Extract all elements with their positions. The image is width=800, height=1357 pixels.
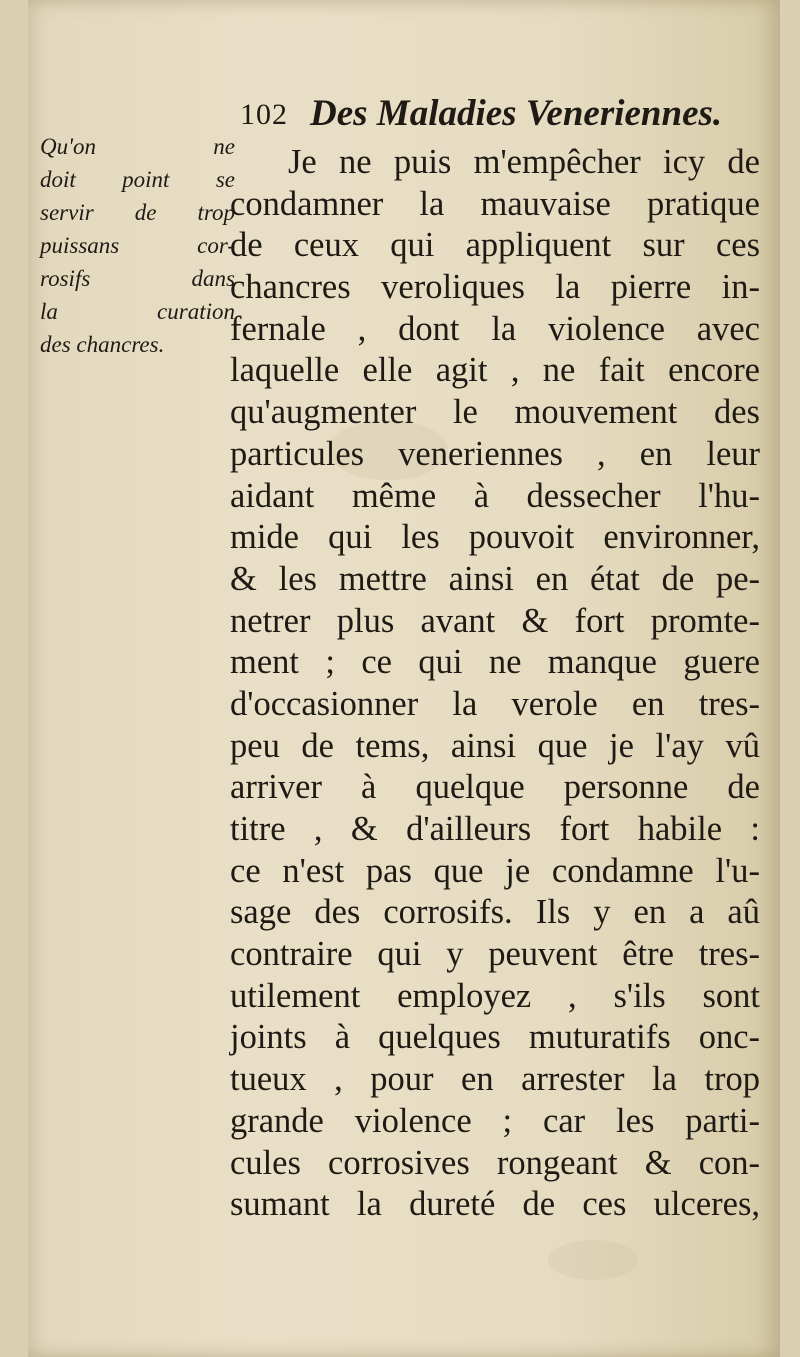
- page-number: 102: [240, 98, 288, 131]
- body-line: cules corrosives rongeant & con-: [230, 1143, 760, 1182]
- marginal-note: [40, 130, 240, 361]
- body-line: grande violence ; car les parti-: [230, 1101, 760, 1140]
- body-line: Je ne puis m'empêcher icy de: [288, 143, 760, 181]
- body-line: arriver à quelque personne de: [230, 768, 760, 807]
- margin-note-line: des chancres.: [40, 332, 165, 357]
- body-line: joints à quelques muturatifs onc-: [230, 1018, 760, 1057]
- body-line: titre , & d'ailleurs fort habile :: [230, 810, 760, 848]
- body-line: condamner la mauvaise pratique: [230, 184, 760, 223]
- body-line: fernale , dont la violence avec: [230, 309, 760, 348]
- running-title: Des Maladies Veneriennes.: [310, 93, 723, 134]
- margin-note-line: servir de trop: [40, 200, 235, 225]
- body-line: particules veneriennes , en leur: [230, 434, 760, 473]
- body-line: mide qui les pouvoit environner,: [230, 518, 760, 557]
- body-line: & les mettre ainsi en état de pe-: [230, 559, 760, 598]
- body-line: aidant même à dessecher l'hu-: [230, 476, 760, 515]
- body-line: ment ; ce qui ne manque guere: [230, 643, 760, 682]
- body-text: [230, 142, 765, 1226]
- paper-stain: [548, 1240, 638, 1280]
- body-line: de ceux qui appliquent sur ces: [230, 226, 760, 265]
- margin-note-line: rosifs dans: [40, 266, 235, 291]
- body-line: tueux , pour en arrester la trop: [230, 1060, 760, 1099]
- body-line: sumant la dureté de ces ulceres,: [230, 1185, 760, 1224]
- body-line: sage des corrosifs. Ils y en a aû: [230, 893, 760, 932]
- body-line: contraire qui y peuvent être tres-: [230, 935, 760, 974]
- body-line: chancres veroliques la pierre in-: [230, 268, 760, 307]
- body-line: utilement employez , s'ils sont: [230, 976, 760, 1015]
- margin-note-line: doit point se: [40, 167, 235, 192]
- margin-note-line: la curation: [40, 299, 235, 324]
- margin-note-line: puissans cor-: [40, 233, 235, 258]
- body-line: d'occasionner la verole en tres-: [230, 684, 760, 723]
- page-header: [240, 92, 760, 140]
- body-line: peu de tems, ainsi que je l'ay vû: [230, 726, 760, 765]
- margin-note-line: Qu'on ne: [40, 134, 235, 159]
- body-line: ce n'est pas que je condamne l'u-: [230, 851, 760, 890]
- body-line: qu'augmenter le mouvement des: [230, 393, 760, 432]
- body-line: laquelle elle agit , ne fait encore: [230, 351, 760, 390]
- body-line: netrer plus avant & fort promte-: [230, 601, 760, 640]
